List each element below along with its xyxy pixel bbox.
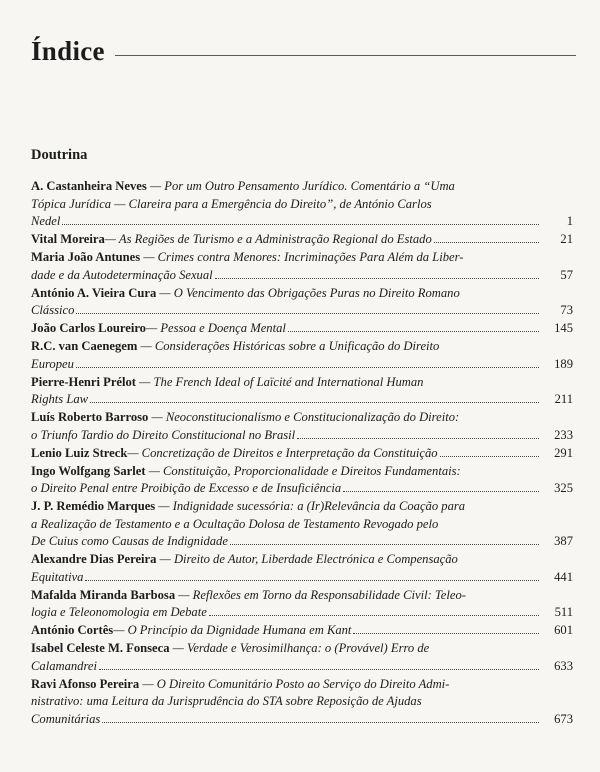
- toc-entry[interactable]: [31, 445, 573, 463]
- dot-leader: [343, 491, 539, 492]
- toc-entry[interactable]: [31, 178, 573, 231]
- dot-leader: [76, 313, 539, 314]
- entry-title-line: — O Princípio da Dignidade Humana em Kant: [113, 623, 352, 637]
- page-number: 189: [554, 356, 573, 371]
- entry-author: J. P. Remédio Marques: [31, 499, 156, 513]
- page-number: 57: [560, 267, 573, 282]
- entry-title-line: — O Direito Comunitário Posto ao Serviço do Direito Admi-: [142, 676, 450, 691]
- entry-title-line: — Considerações Históricas sobre a Unificação do Direito: [140, 339, 440, 353]
- entry-title-line: — Neoconstitucionalismo e Constitucionalização do Direito:: [151, 410, 460, 424]
- section-heading: Doutrina: [31, 147, 88, 163]
- entry-title-line: — Verdade e Verosimilhança: o (Provável) Erro de: [172, 641, 430, 655]
- dot-leader: [288, 331, 539, 332]
- entry-author: Isabel Celeste M. Fonseca: [31, 641, 170, 655]
- page-number: 441: [554, 569, 573, 584]
- entry-title-line: dade e da Autodeterminação Sexual: [31, 267, 213, 282]
- toc-entry[interactable]: [31, 622, 573, 640]
- entry-title-line: — Direito de Autor, Liberdade Electrónica e Compensação: [159, 552, 458, 566]
- page-number: 145: [554, 321, 573, 335]
- page-number: 325: [554, 481, 573, 495]
- entry-title-line: logia e Teleonomologia em Debate: [31, 605, 207, 619]
- entry-author: António A. Vieira Cura: [31, 285, 157, 300]
- dot-leader: [76, 367, 539, 368]
- entry-title-line: — Indignidade sucessória: a (Ir)Relevância da Coação para: [158, 499, 466, 513]
- toc-entry[interactable]: [31, 551, 573, 586]
- entry-title-line: Calamandrei: [31, 658, 98, 673]
- toc-entry[interactable]: [31, 249, 573, 284]
- entry-title-line: o Direito Penal entre Proibição de Excesso e de Insuficiência: [31, 481, 342, 495]
- entry-title-line: — Reflexões em Torno da Responsabilidade Civil: Teleo-: [178, 587, 466, 602]
- page-number: 73: [560, 303, 573, 317]
- page-title: Índice: [31, 36, 105, 66]
- dot-leader: [209, 615, 539, 616]
- toc-entry[interactable]: [31, 320, 573, 338]
- entry-author: Vital Moreira: [31, 232, 105, 246]
- entry-title-line: De Cuius como Causas de Indignidade: [31, 534, 228, 548]
- entry-author: Ravi Afonso Pereira: [31, 676, 140, 691]
- entry-title-line: Europeu: [31, 356, 74, 371]
- entry-title-line: Clássico: [31, 303, 75, 317]
- entry-title-line: — O Vencimento das Obrigações Puras no Direito Romano: [159, 285, 460, 300]
- dot-leader: [99, 669, 539, 670]
- toc-entry[interactable]: [31, 374, 573, 409]
- page-number: 511: [554, 605, 573, 619]
- dot-leader: [215, 278, 539, 279]
- dot-leader: [85, 580, 539, 581]
- dot-leader: [230, 544, 539, 545]
- entry-title-line: — Pessoa e Doença Mental: [145, 321, 286, 335]
- page-number: 21: [560, 232, 573, 246]
- entry-title-line: — Constituição, Proporcionalidade e Direitos Fundamentais:: [148, 463, 461, 478]
- entry-title-line: — Concretização de Direitos e Interpretação da Constituição: [127, 445, 438, 460]
- page-header: [31, 38, 576, 65]
- entry-author: A. Castanheira Neves: [31, 179, 147, 193]
- entry-title-line: Rights Law: [31, 392, 89, 406]
- toc-entry[interactable]: [31, 285, 573, 320]
- entry-title-line: o Triunfo Tardio do Direito Constitucional no Brasil: [31, 427, 296, 442]
- toc-entry[interactable]: [31, 640, 573, 675]
- dot-leader: [102, 722, 539, 723]
- entry-title-line: — As Regiões de Turismo e a Administração Regional do Estado: [104, 232, 432, 246]
- table-of-contents: [31, 178, 573, 729]
- dot-leader: [297, 438, 539, 439]
- page-number: 387: [554, 534, 573, 548]
- entry-author: João Carlos Loureiro: [31, 321, 146, 335]
- page-number: 291: [554, 445, 573, 460]
- entry-author: Luís Roberto Barroso: [31, 410, 149, 424]
- entry-title-line: Comunitárias: [31, 711, 101, 726]
- entry-author: Maria João Antunes: [31, 250, 141, 264]
- entry-author: Mafalda Miranda Barbosa: [31, 587, 176, 602]
- page-number: 233: [554, 427, 573, 442]
- entry-title-line: — Crimes contra Menores: Incriminações Para Além da Liber-: [143, 250, 464, 264]
- entry-author: Alexandre Dias Pereira: [31, 552, 157, 566]
- entry-author: Ingo Wolfgang Sarlet: [31, 463, 146, 478]
- entry-title-line: Equitativa: [31, 569, 84, 584]
- page-number: 211: [554, 392, 573, 406]
- dot-leader: [353, 633, 539, 634]
- entry-author: Pierre-Henri Prélot: [31, 374, 137, 389]
- page-number: 601: [554, 623, 573, 637]
- dot-leader: [434, 242, 539, 243]
- dot-leader: [440, 456, 539, 457]
- toc-entry[interactable]: [31, 463, 573, 498]
- dot-leader: [90, 402, 539, 403]
- entry-title-line: Nedel: [31, 214, 61, 228]
- page-number: 633: [554, 658, 573, 673]
- title-rule: [115, 55, 576, 56]
- entry-title-line: a Realização de Testamento e a Ocultação Dolosa de Testamento Revogado pelo: [31, 516, 439, 531]
- entry-author: António Cortês: [31, 623, 114, 637]
- entry-title-line: Tópica Jurídica — Clareira para a Emergência do Direito”, de António Carlos: [31, 196, 432, 211]
- entry-title-line: nistrativo: uma Leitura da Jurisprudência do STA sobre Reposição de Ajudas: [31, 694, 422, 708]
- dot-leader: [62, 224, 539, 225]
- toc-entry[interactable]: [31, 409, 573, 444]
- toc-entry[interactable]: [31, 676, 573, 729]
- entry-author: Lenio Luiz Streck: [31, 445, 128, 460]
- entry-title-line: — Por um Outro Pensamento Jurídico. Comentário a “Uma: [149, 179, 455, 193]
- toc-entry[interactable]: [31, 338, 573, 373]
- toc-entry[interactable]: [31, 498, 573, 551]
- toc-entry[interactable]: [31, 587, 573, 622]
- entry-title-line: — The French Ideal of Laïcité and International Human: [139, 374, 424, 389]
- page-number: 1: [566, 214, 573, 228]
- page-number: 673: [554, 711, 573, 726]
- entry-author: R.C. van Caenegem: [31, 339, 138, 353]
- toc-entry[interactable]: [31, 231, 573, 249]
